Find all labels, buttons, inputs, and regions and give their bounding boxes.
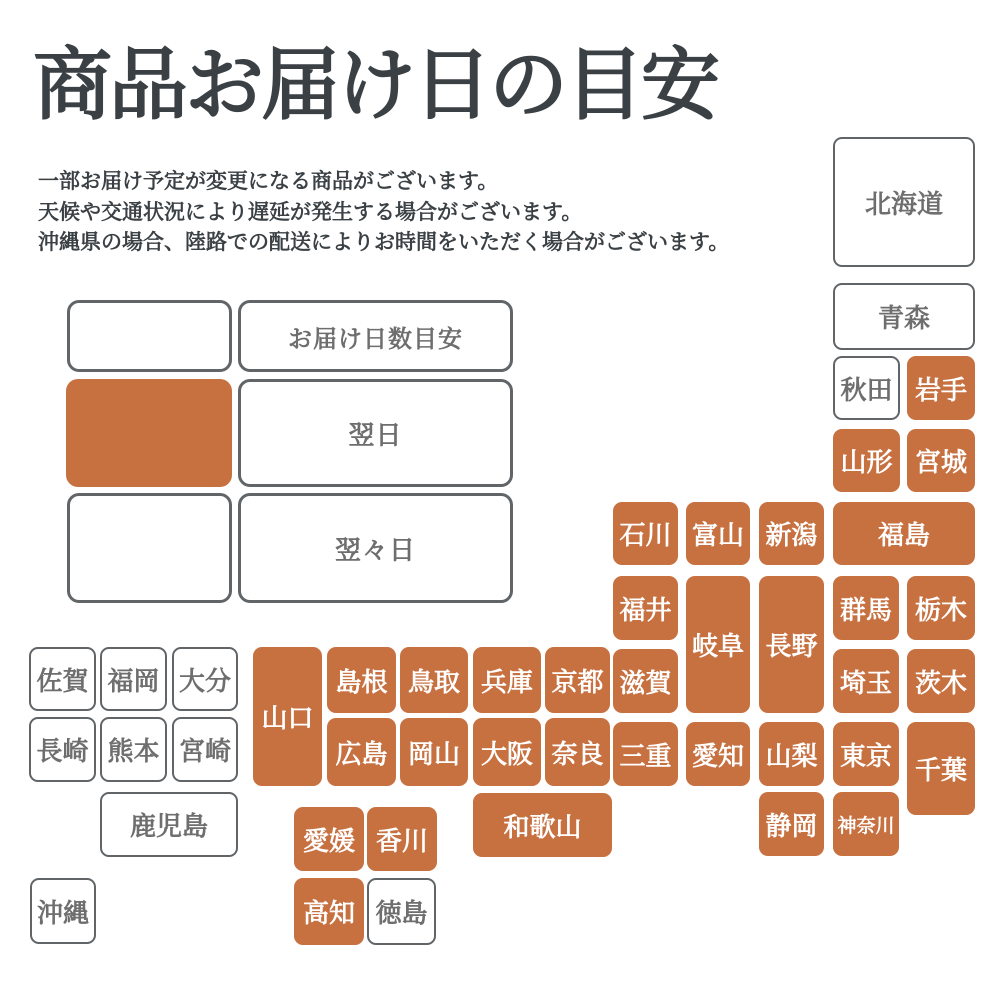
prefecture-tile-ishikawa: 石川 [613,502,678,565]
prefecture-tile-kumamoto: 熊本 [100,717,167,782]
prefecture-tile-shiga: 滋賀 [613,649,678,713]
prefecture-tile-yamagata: 山形 [833,429,900,492]
prefecture-tile-yamaguchi: 山口 [253,647,322,786]
prefecture-tile-kyoto: 京都 [545,647,610,713]
prefecture-tile-miyazaki: 宮崎 [172,717,238,782]
prefecture-tile-gifu: 岐阜 [686,576,750,713]
prefecture-tile-kochi: 高知 [294,878,364,945]
prefecture-tile-miyagi: 宮城 [907,429,975,492]
note-line-1: 一部お届け予定が変更になる商品がございます。 [38,169,499,193]
prefecture-tile-kanagawa: 神奈川 [833,792,899,856]
prefecture-tile-nagano: 長野 [759,576,824,713]
prefecture-tile-toyama: 富山 [686,502,750,565]
prefecture-tile-aomori: 青森 [833,283,975,350]
prefecture-tile-saga: 佐賀 [29,647,96,711]
prefecture-tile-okayama: 岡山 [400,718,468,786]
prefecture-tile-kagawa: 香川 [367,807,437,871]
prefecture-tile-shizuoka: 静岡 [759,792,824,856]
legend-two-days-text: 翌々日 [334,535,416,566]
prefecture-tile-hyogo: 兵庫 [473,647,541,713]
prefecture-tile-iwate: 岩手 [907,356,975,420]
prefecture-tile-chiba: 千葉 [907,722,975,815]
prefecture-tile-saitama: 埼玉 [833,649,899,713]
prefecture-tile-osaka: 大阪 [473,718,541,786]
prefecture-tile-niigata: 新潟 [759,502,824,565]
prefecture-tile-fukushima: 福島 [833,502,975,565]
prefecture-tile-tochigi: 栃木 [907,576,975,640]
prefecture-tile-akita: 秋田 [833,356,900,420]
prefecture-tile-kagoshima: 鹿児島 [100,792,238,857]
prefecture-tile-ehime: 愛媛 [294,807,364,871]
prefecture-tile-oita: 大分 [172,647,238,711]
prefecture-tile-hiroshima: 広島 [327,718,396,786]
legend-next-day-text: 翌日 [348,420,403,451]
prefecture-tile-aichi: 愛知 [686,722,750,786]
page-title: 商品お届け日の目安 [33,39,717,131]
prefecture-tile-fukui: 福井 [613,576,678,640]
prefecture-tile-wakayama: 和歌山 [473,793,612,857]
prefecture-tile-gunma: 群馬 [833,576,899,640]
prefecture-tile-ibaraki: 茨木 [907,649,975,713]
prefecture-tile-yamanashi: 山梨 [759,722,824,786]
prefecture-tile-mie: 三重 [613,722,678,786]
prefecture-tile-hokkaido: 北海道 [833,137,975,267]
prefecture-tile-fukuoka: 福岡 [100,647,167,711]
prefecture-tile-tokushima: 徳島 [367,878,436,945]
legend-header-text: お届け日数目安 [288,324,463,353]
note-line-2: 天候や交通状況により遅延が発生する場合がございます。 [38,199,583,224]
prefecture-tile-tottori: 鳥取 [400,647,468,713]
prefecture-tile-okinawa: 沖縄 [30,878,96,944]
prefecture-tile-nara: 奈良 [545,718,610,786]
prefecture-tile-nagasaki: 長崎 [29,717,96,782]
prefecture-tile-tokyo: 東京 [833,722,899,786]
note-line-3: 沖縄県の場合、陸路での配送によりお時間をいただく場合がございます。 [38,230,730,254]
prefecture-tile-shimane: 島根 [327,647,396,713]
